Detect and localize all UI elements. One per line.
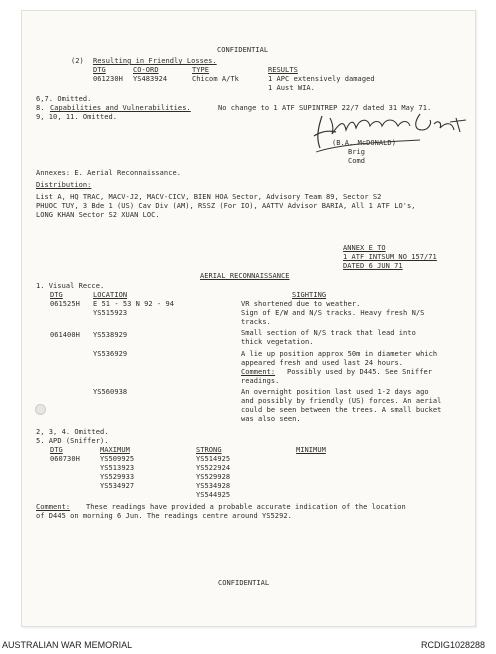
signature-rank: Brig	[348, 148, 366, 156]
annex-line-1: ANNEX E TO	[343, 244, 386, 252]
recce-sighting-line: tracks.	[241, 318, 271, 326]
recce-entry-dtg: 061400H	[50, 331, 80, 339]
recce-entry-location: E 51 - 53 N 92 - 94	[93, 300, 175, 308]
apd-col-strong: STRONG	[196, 446, 222, 454]
final-comment-line-2: of D445 on morning 6 Jun. The readings centre around YS5292.	[36, 512, 292, 520]
apd-col-maximum: MAXIMUM	[100, 446, 130, 454]
recce-sighting-line: appeared fresh and used last 24 hours.	[241, 359, 404, 367]
apd-maximum-reading: YS529933	[100, 473, 135, 481]
item8-text: No change to 1 ATF SUPINTREP 22/7 dated 31 May 71.	[218, 104, 432, 112]
footer-classification: CONFIDENTIAL	[218, 579, 270, 587]
apd-maximum-reading: YS513923	[100, 464, 135, 472]
apd-heading: 5. APD (Sniffer).	[36, 437, 109, 445]
row-coord: YS483924	[133, 75, 168, 83]
apd-strong-reading: YS544925	[196, 491, 231, 499]
final-comment-line-1: These readings have provided a probable accurate indication of the location	[86, 503, 406, 511]
signature-name: (B.A. McDONALD)	[332, 139, 396, 147]
distribution-line-2: PHUOC TUY, 3 Bde 1 (US) Cav Div (AM), RSSZ (For IO), AATTV Advisor BARIA, All 1 ATF LO's,	[36, 202, 416, 210]
recce-sighting-line: and possibly by friendly (US) forces. An aerial	[241, 397, 442, 405]
apd-strong-reading: YS529928	[196, 473, 231, 481]
final-comment-label: Comment:	[36, 503, 71, 511]
handwritten-signature	[310, 108, 470, 156]
recce-sighting-line: VR shortened due to weather.	[241, 300, 361, 308]
recce-comment-text-2: readings.	[241, 377, 280, 385]
col-dtg: DTG	[93, 66, 106, 74]
row-type: Chicom A/Tk	[192, 75, 239, 83]
recce-col-sighting: SIGHTING	[292, 291, 327, 299]
annex-line-2: 1 ATF INTSUM NO 157/71	[343, 253, 437, 261]
recce-entry-dtg: 061525H	[50, 300, 80, 308]
recce-entry-location: YS515923	[93, 309, 128, 317]
recce-entry-location: YS536929	[93, 350, 128, 358]
recce-entry-location: YS538929	[93, 331, 128, 339]
apd-strong-reading: YS514925	[196, 455, 231, 463]
recce-sighting-line: A lie up position approx 50m in diameter which	[241, 350, 438, 358]
archive-label: AUSTRALIAN WAR MEMORIAL	[2, 640, 133, 650]
recce-sighting-line: could be seen between the trees. A small bucket	[241, 406, 442, 414]
annexes-line: Annexes: E. Aerial Reconnaissance.	[36, 169, 181, 177]
recce-sighting-line: Small section of N/S track that lead into	[241, 329, 416, 337]
header-classification: CONFIDENTIAL	[217, 46, 269, 54]
col-type: TYPE	[192, 66, 210, 74]
apd-maximum-reading: YS534927	[100, 482, 135, 490]
signature-role: Comd	[348, 157, 366, 165]
omitted-9-11: 9, 10, 11. Omitted.	[36, 113, 118, 121]
punch-hole	[35, 404, 46, 415]
omitted-2-4: 2, 3, 4. Omitted.	[36, 428, 109, 436]
col-coord: CO-ORD	[133, 66, 159, 74]
item8-title: Capabilities and Vulnerabilities.	[50, 104, 191, 112]
recce-sighting-line: thick vegetation.	[241, 338, 314, 346]
recce-sighting-line: Sign of E/W and N/S tracks. Heavy fresh N/S	[241, 309, 425, 317]
row-result-1: 1 APC extensively damaged	[268, 75, 375, 83]
col-results: RESULTS	[268, 66, 298, 74]
distribution-title: Distribution:	[36, 181, 92, 189]
apd-dtg: 060730H	[50, 455, 80, 463]
apd-strong-reading: YS522924	[196, 464, 231, 472]
apd-maximum-reading: YS509925	[100, 455, 135, 463]
recce-col-location: LOCATION	[93, 291, 128, 299]
distribution-line-1: List A, HQ TRAC, MACV-J2, MACV-CICV, BIEN HOA Sector, Advisory Team 89, Sector S2	[36, 193, 382, 201]
recce-comment-label: Comment:	[241, 368, 276, 376]
distribution-line-3: LONG KHAN Sector S2 XUAN LOC.	[36, 211, 160, 219]
recce-col-dtg: DTG	[50, 291, 63, 299]
row-result-2: 1 Aust WIA.	[268, 84, 315, 92]
section2-num: (2)	[71, 57, 84, 65]
visual-recce-heading: 1. Visual Recce.	[36, 282, 105, 290]
archive-id: RCDIG1028288	[421, 640, 486, 650]
item8-num: 8.	[36, 104, 45, 112]
apd-col-dtg: DTG	[50, 446, 63, 454]
section2-title: Resulting in Friendly Losses.	[93, 57, 217, 65]
row-dtg: 061230H	[93, 75, 123, 83]
apd-col-minimum: MINIMUM	[296, 446, 326, 454]
annex-line-3: DATED 6 JUN 71	[343, 262, 403, 270]
annex-title: AERIAL RECONNAISSANCE	[200, 272, 290, 280]
recce-sighting-line: An overnight position last used 1-2 days ago	[241, 388, 429, 396]
recce-comment-text: Possibly used by D445. See Sniffer	[287, 368, 432, 376]
apd-strong-reading: YS534928	[196, 482, 231, 490]
recce-entry-location: YS560938	[93, 388, 128, 396]
recce-sighting-line: was also seen.	[241, 415, 301, 423]
omitted-6-7: 6,7. Omitted.	[36, 95, 92, 103]
